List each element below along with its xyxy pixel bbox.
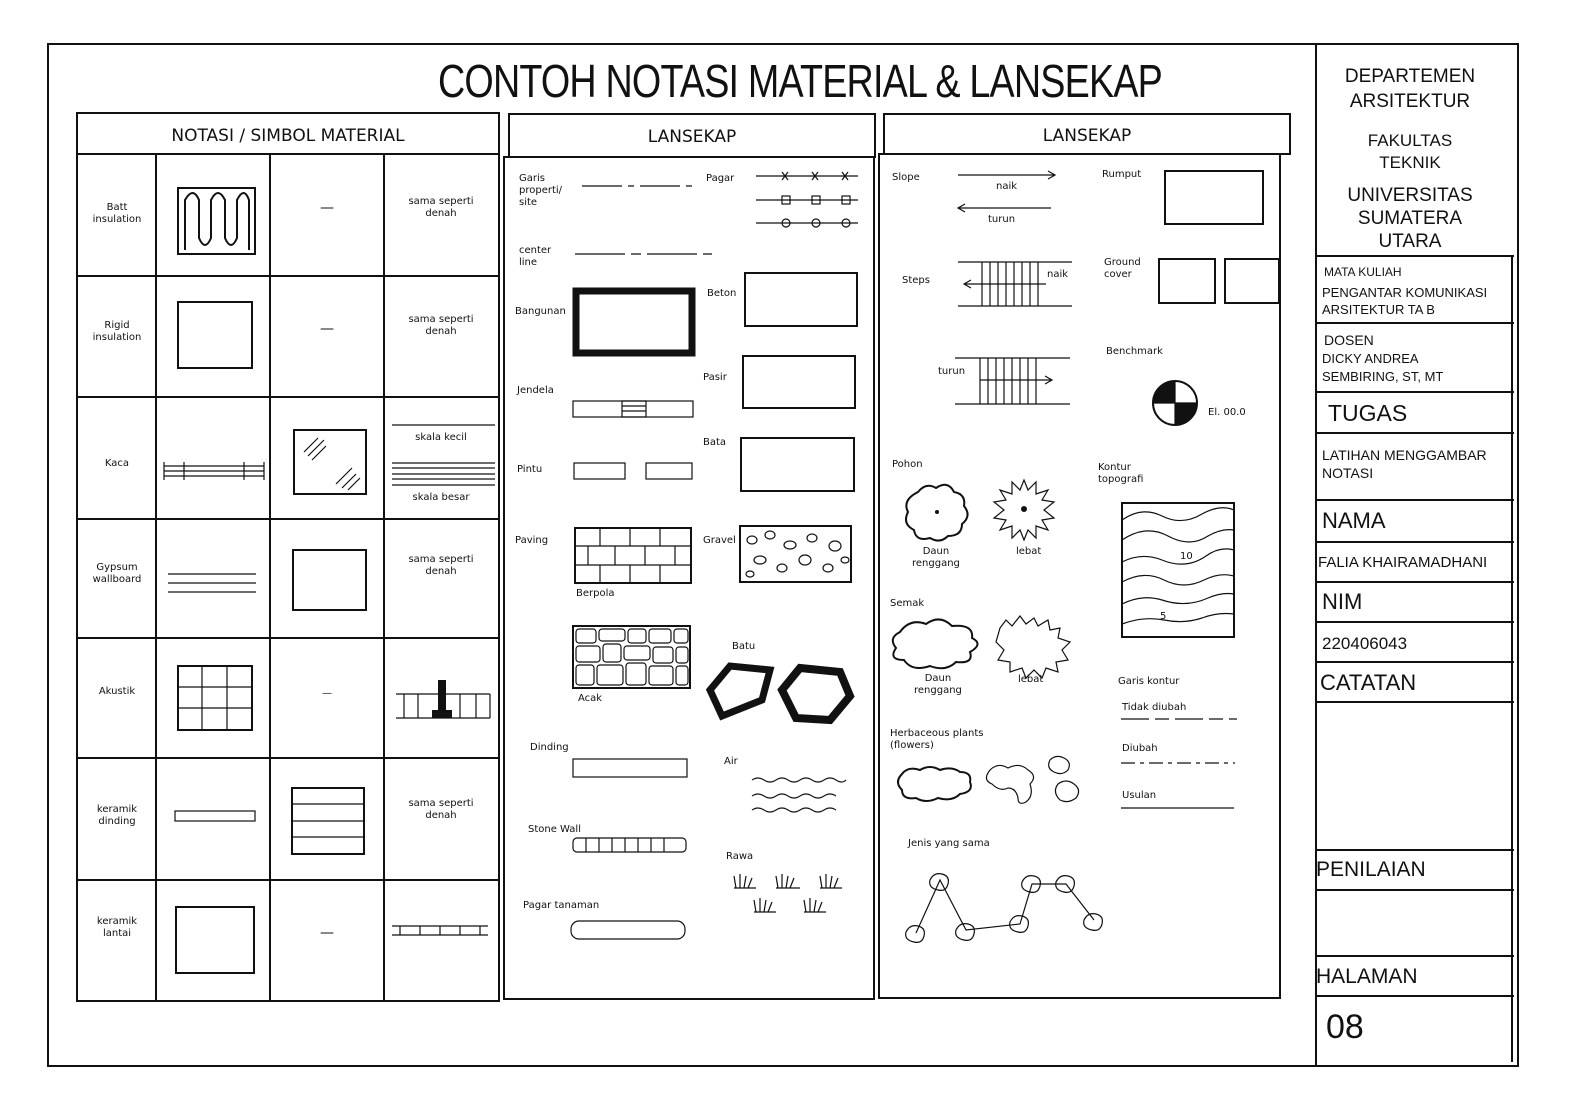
- label-paving: Paving: [515, 535, 549, 546]
- label-contour-10: 10: [1180, 551, 1193, 562]
- page-title: CONTOH NOTASI MATERIAL & LANSEKAP: [438, 55, 1163, 107]
- tb-mk-value: PENGANTAR KOMUNIKASI ARSITEKTUR TA B: [1322, 285, 1488, 317]
- label-acak: Acak: [578, 693, 603, 704]
- material-name: Gypsum wallboard: [92, 562, 142, 585]
- tb-nim-label: NIM: [1322, 589, 1363, 614]
- label-turun: turun: [938, 366, 966, 377]
- label-pagar-tanaman: Pagar tanaman: [523, 900, 600, 911]
- label-batu: Batu: [732, 641, 756, 652]
- tb-tugas-label: TUGAS: [1328, 400, 1408, 426]
- label-rawa: Rawa: [726, 851, 754, 862]
- label-garis-kontur: Garis kontur: [1118, 676, 1180, 687]
- label-herbaceous: Herbaceous plants (flowers): [890, 728, 984, 751]
- label-benchmark: Benchmark: [1106, 346, 1163, 357]
- label-elevation: El. 00.0: [1208, 407, 1246, 418]
- label-pagar: Pagar: [706, 173, 735, 184]
- tb-dosen-label: DOSEN: [1324, 332, 1374, 348]
- material-dash: —: [322, 688, 332, 699]
- material-note: skala kecil: [415, 432, 467, 443]
- lansekap-header: LANSEKAP: [647, 127, 737, 147]
- label-jenis-yang-sama: Jenis yang sama: [908, 838, 990, 849]
- label-beton: Beton: [707, 288, 737, 299]
- label-air: Air: [724, 756, 738, 767]
- tb-mk-label: MATA KULIAH: [1324, 265, 1402, 279]
- label-ground-cover: Ground cover: [1104, 257, 1141, 280]
- label-contour-5: 5: [1160, 611, 1167, 622]
- label-lebat: lebat: [1018, 674, 1044, 685]
- tb-catatan-label: CATATAN: [1320, 670, 1417, 695]
- material-name: Rigid insulation: [92, 320, 142, 343]
- material-name: Kaca: [104, 458, 130, 469]
- tb-faculty: FAKULTAS TEKNIK: [1367, 131, 1453, 172]
- label-kontur: Kontur topografi: [1098, 462, 1144, 485]
- material-note: sama seperti denah: [408, 196, 474, 219]
- tb-nama-value: FALIA KHAIRAMADHANI: [1318, 554, 1488, 571]
- material-note: skala besar: [412, 492, 470, 503]
- label-pasir: Pasir: [703, 372, 727, 383]
- label-turun: turun: [988, 214, 1016, 225]
- material-name: Akustik: [98, 686, 136, 697]
- tb-halaman-label: HALAMAN: [1316, 965, 1418, 988]
- label-diubah: Diubah: [1122, 743, 1158, 754]
- label-lebat: lebat: [1016, 546, 1042, 557]
- material-header: NOTASI / SIMBOL MATERIAL: [171, 126, 405, 146]
- material-note: sama seperti denah: [408, 314, 474, 337]
- label-rumput: Rumput: [1102, 169, 1142, 180]
- label-daun-renggang: Daun renggang: [912, 546, 960, 569]
- material-name: keramik lantai: [96, 916, 138, 939]
- material-dash: —: [320, 200, 334, 216]
- label-steps: Steps: [902, 275, 930, 286]
- label-gravel: Gravel: [703, 535, 736, 546]
- label-bata: Bata: [703, 437, 727, 448]
- label-bangunan: Bangunan: [515, 306, 566, 317]
- label-tidak-diubah: Tidak diubah: [1122, 702, 1187, 713]
- label-garis-properti: Garis properti/ site: [519, 173, 563, 208]
- material-name: Batt insulation: [92, 202, 142, 225]
- material-dash: —: [320, 925, 334, 941]
- material-note: sama seperti denah: [408, 798, 474, 821]
- label-daun-renggang: Daun renggang: [914, 673, 962, 696]
- material-name: keramik dinding: [96, 804, 138, 827]
- tb-university: UNIVERSITAS SUMATERA UTARA: [1347, 185, 1473, 252]
- label-slope: Slope: [892, 172, 920, 183]
- label-center-line: center line: [519, 245, 552, 268]
- label-pohon: Pohon: [892, 459, 923, 470]
- label-pintu: Pintu: [517, 464, 543, 475]
- tb-nim-value: 220406043: [1322, 634, 1408, 653]
- tb-dosen-value: DICKY ANDREA SEMBIRING, ST, MT: [1322, 351, 1444, 384]
- label-usulan: Usulan: [1122, 790, 1157, 801]
- tb-tugas-value: LATIHAN MENGGAMBAR NOTASI: [1322, 447, 1487, 481]
- material-dash: —: [320, 321, 334, 337]
- label-naik: naik: [1047, 269, 1069, 280]
- label-berpola: Berpola: [576, 588, 615, 599]
- label-naik: naik: [996, 181, 1018, 192]
- label-jendela: Jendela: [517, 385, 554, 396]
- tb-nama-label: NAMA: [1322, 508, 1386, 533]
- lansekap-header: LANSEKAP: [1042, 126, 1132, 146]
- label-dinding: Dinding: [530, 742, 569, 753]
- tb-halaman-value: 08: [1326, 1008, 1364, 1046]
- label-semak: Semak: [890, 598, 925, 609]
- label-stone-wall: Stone Wall: [528, 824, 581, 835]
- tb-department: DEPARTEMEN ARSITEKTUR: [1344, 66, 1476, 112]
- material-note: sama seperti denah: [408, 554, 474, 577]
- tb-penilaian-label: PENILAIAN: [1316, 858, 1426, 881]
